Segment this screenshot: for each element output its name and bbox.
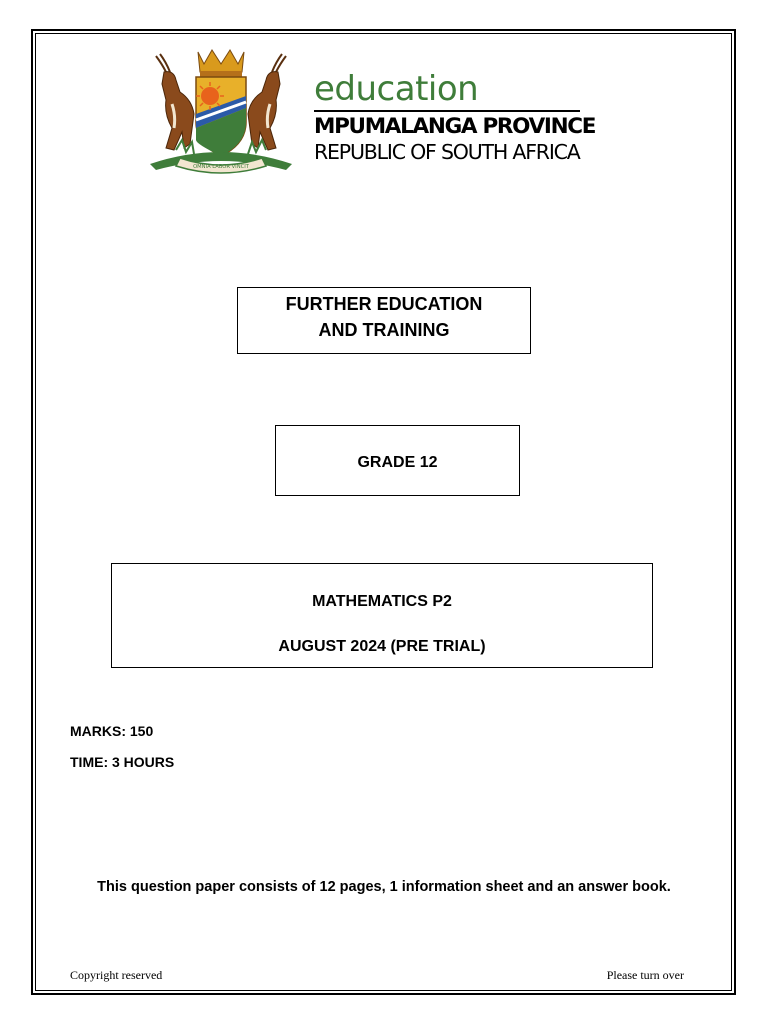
turn-over-footer: Please turn over <box>606 968 684 982</box>
logo-education-text: education <box>314 69 479 109</box>
fet-box <box>237 287 531 354</box>
marks-line: MARKS: 150 <box>70 723 154 739</box>
crest-motto: OMNIA LABOR VINCIT <box>193 164 249 170</box>
grade-box <box>275 425 520 496</box>
department-logo-text <box>314 70 604 165</box>
exam-session: AUGUST 2024 (PRE TRIAL) <box>278 638 486 655</box>
logo-republic-text: REPUBLIC OF SOUTH AFRICA <box>314 140 580 164</box>
pages-note: This question paper consists of 12 pages, 1 information sheet and an answer book. <box>97 879 671 895</box>
logo-divider <box>314 110 580 112</box>
time-line: TIME: 3 HOURS <box>70 754 175 770</box>
subject-title: MATHEMATICS P2 <box>312 593 452 610</box>
logo-province-text: MPUMALANGA PROVINCE <box>314 114 596 139</box>
mpumalanga-coat-of-arms-icon <box>136 44 306 176</box>
copyright-footer: Copyright reserved <box>70 968 163 982</box>
fet-line-2: AND TRAINING <box>318 320 450 340</box>
subject-box <box>111 563 653 668</box>
grade-label: GRADE 12 <box>357 454 438 471</box>
page-border-inner <box>35 33 732 991</box>
fet-line-1: FURTHER EDUCATION <box>285 294 483 314</box>
